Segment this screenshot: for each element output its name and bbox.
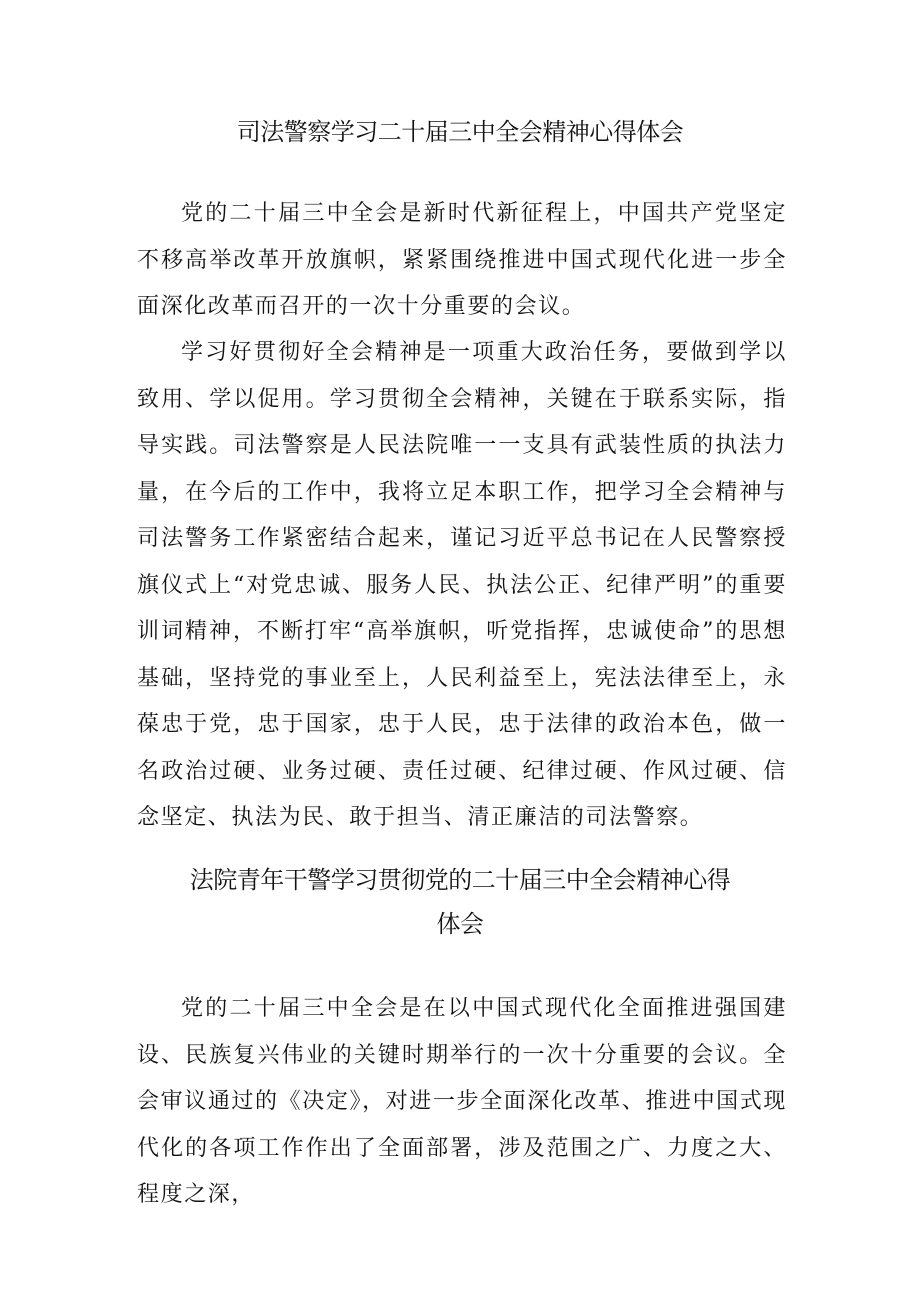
section1-title: 司法警察学习二十届三中全会精神心得体会 — [236, 118, 684, 146]
section2-title-line2: 体会 — [436, 910, 484, 938]
section2-title — [140, 858, 780, 946]
section2-paragraph-1: 党的二十届三中全会是在以中国式现代化全面推进强国建设、民族复兴伟业的关键时期举行的一次十分重要的会议。全会审议通过的《决定》，对进一步全面深化改革、推进中国式现代化的各项工作作出了全面部署，涉及范围之广、力度之大、程度之深， — [137, 996, 787, 1207]
section2-title-line1: 法院青年干警学习贯彻党的二十届三中全会精神心得 — [189, 866, 731, 894]
section1-paragraph-2: 学习好贯彻好全会精神是一项重大政治任务，要做到学以致用、学以促用。学习贯彻全会精神，关键在于联系实际，指导实践。司法警察是人民法院唯一一支具有武装性质的执法力量，在今后的工作中，我将立足本职工作，把学习全会精神与司法警务工作紧密结合起来，谨记习近平总书记在人民警察授旗仪式上“对党忠诚、服务人民、执法公正、纪律严明”的重要训词精神，不断打牢“高举旗帜，听党指挥，忠诚使命”的思想基础，坚持党的事业至上，人民利益至上，宪法法律至上，永葆忠于党，忠于国家，忠于人民，忠于法律的政治本色，做一名政治过硬、业务过硬、责任过硬、纪律过硬、作风过硬、信念坚定、执法为民、敢于担当、清正廉洁的司法警察。 — [137, 340, 787, 830]
section1-paragraph-1: 党的二十届三中全会是新时代新征程上，中国共产党坚定不移高举改革开放旗帜，紧紧围绕推进中国式现代化进一步全面深化改革而召开的一次十分重要的会议。 — [137, 201, 787, 319]
